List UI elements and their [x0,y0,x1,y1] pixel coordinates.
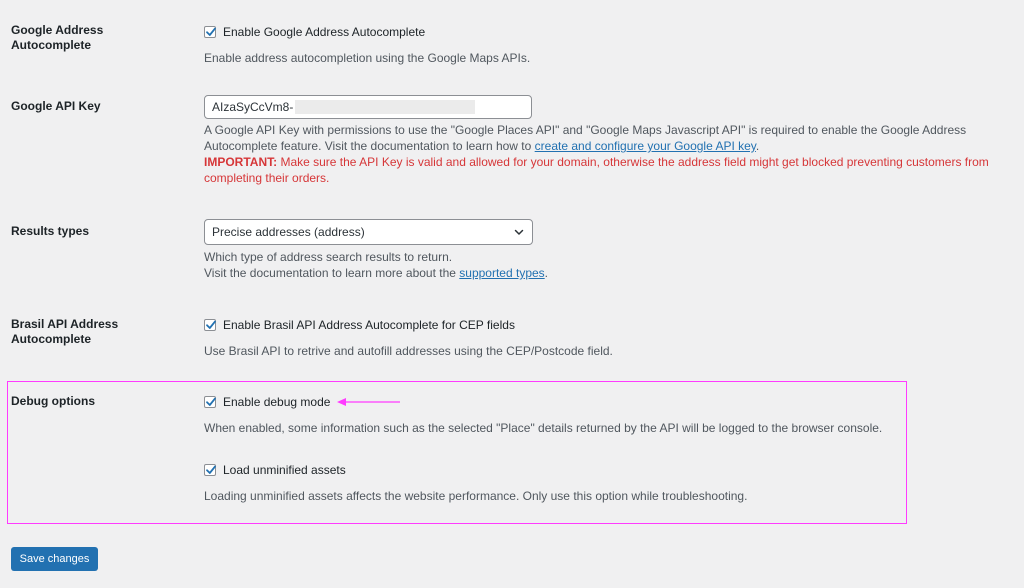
google-api-key-input[interactable] [204,95,532,119]
redacted-key-block [295,100,475,114]
api-key-important-notice [204,154,994,186]
debug-mode-checkbox-label: Enable debug mode [223,395,331,409]
results-types-desc-line1: Which type of address search results to return. [204,250,453,264]
unminified-checkbox-label: Load unminified assets [223,463,346,477]
brasil-api-heading: Brasil API Address Autocomplete [11,317,119,346]
brasil-api-field [204,317,1004,359]
results-types-description [204,249,1004,281]
api-key-doc-link[interactable]: create and configure your Google API key [534,139,756,153]
google-autocomplete-heading: Google Address Autocomplete [11,23,104,52]
api-key-desc-text: A Google API Key with permissions to use the "Google Places API" and "Google Maps Javascript API" is required to enable the Google Address Autocomplete feature. Visit the documentation to learn how to [204,123,967,153]
save-changes-button[interactable]: Save changes [11,547,98,571]
checkmark-icon [204,25,218,39]
important-label: IMPORTANT: [204,155,278,169]
brasil-api-checkbox-line[interactable] [204,317,1004,333]
unminified-checkbox[interactable] [204,464,216,476]
annotation-arrow-icon [336,396,402,408]
results-types-select[interactable] [204,219,533,245]
google-api-key-value: AIzaSyCcVm8- [212,100,294,114]
google-autocomplete-checkbox-label: Enable Google Address Autocomplete [223,25,426,39]
results-types-desc-line2 [204,265,1004,281]
api-key-desc-end: . [755,139,760,153]
brasil-api-checkbox-label: Enable Brasil API Address Autocomplete for CEP fields [223,318,515,332]
checkmark-icon [204,463,218,477]
google-autocomplete-checkbox-line[interactable] [204,24,1004,40]
google-autocomplete-checkbox[interactable] [204,26,216,38]
brasil-api-checkbox[interactable] [204,319,216,331]
google-api-key-description [204,122,994,186]
important-text: Make sure the API Key is valid and allowed for your domain, otherwise the address field might get blocked preventing customers from completing their orders. [204,155,989,185]
debug-mode-description: When enabled, some information such as the selected "Place" details returned by the API will be logged to the browser console. [204,421,883,435]
debug-mode-checkbox-line[interactable] [204,394,1004,410]
debug-options-field [204,394,1004,504]
debug-options-heading: Debug options [11,394,95,408]
unminified-checkbox-line[interactable] [204,462,1004,478]
chevron-down-icon [513,226,525,238]
google-api-key-heading: Google API Key [11,99,101,113]
results-types-selected: Precise addresses (address) [212,225,365,239]
results-types-desc-end: . [544,266,549,280]
results-types-heading: Results types [11,224,90,238]
checkmark-icon [204,395,218,409]
google-api-key-field [204,95,1004,186]
google-autocomplete-field [204,24,1004,66]
brasil-api-description: Use Brasil API to retrive and autofill addresses using the CEP/Postcode field. [204,344,613,358]
results-types-desc-text: Visit the documentation to learn more about the [204,266,460,280]
debug-mode-checkbox[interactable] [204,396,216,408]
google-autocomplete-description: Enable address autocompletion using the Google Maps APIs. [204,51,531,65]
supported-types-link[interactable]: supported types [459,266,545,280]
results-types-field [204,219,1004,281]
checkmark-icon [204,318,218,332]
unminified-description: Loading unminified assets affects the website performance. Only use this option while troubleshooting. [204,489,748,503]
